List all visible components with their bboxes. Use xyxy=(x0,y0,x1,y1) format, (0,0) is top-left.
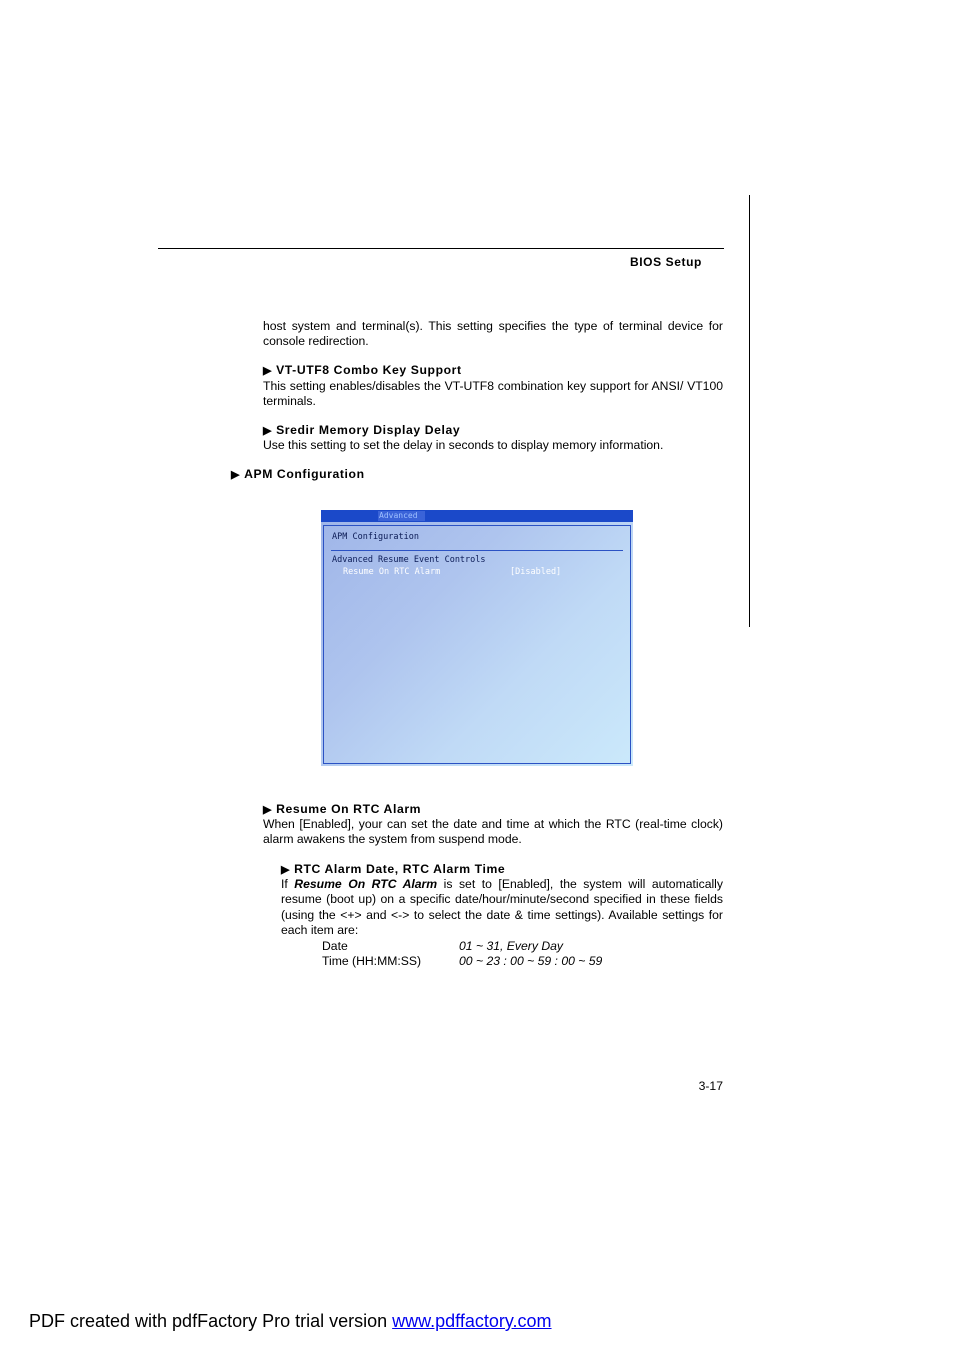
intro-paragraph: host system and terminal(s). This setting specifies the type of terminal device for console redirection. xyxy=(263,319,723,349)
header-rule xyxy=(158,248,724,249)
pdf-footer: PDF created with pdfFactory Pro trial version www.pdffactory.com xyxy=(29,1311,552,1331)
side-rule xyxy=(749,195,750,627)
bios-divider xyxy=(331,550,623,551)
settings-label-time: Time (HH:MM:SS) xyxy=(322,954,422,968)
bios-tab-advanced: Advanced xyxy=(378,511,425,521)
triangle-right-icon: ▶ xyxy=(281,864,291,876)
settings-label-date: Date xyxy=(322,939,348,953)
triangle-right-icon: ▶ xyxy=(231,469,241,481)
resume-text: When [Enabled], your can set the date and time at which the RTC (real-time clock) alarm awakens the system from suspend mode. xyxy=(263,817,723,847)
bios-screenshot xyxy=(321,510,633,766)
rtc-text: If Resume On RTC Alarm is set to [Enabled], the system will automatically resume (boot up) on a specific date/hour/minute/second specified in these fields (using the <+> and <-> to select the date & time settings). Available settings for each item are: xyxy=(281,877,723,938)
section-heading-vt-utf8: ▶ VT-UTF8 Combo Key Support xyxy=(263,363,462,377)
triangle-right-icon: ▶ xyxy=(263,425,273,437)
bios-menu-bar xyxy=(321,510,633,522)
section-heading-sredir: ▶ Sredir Memory Display Delay xyxy=(263,423,461,437)
section-text-sredir: Use this setting to set the delay in seconds to display memory information. xyxy=(263,438,664,452)
settings-value-time: 00 ~ 23 : 00 ~ 59 : 00 ~ 59 xyxy=(459,954,603,968)
header-title: BIOS Setup xyxy=(629,255,702,269)
triangle-right-icon: ▶ xyxy=(263,804,273,816)
pdffactory-link[interactable]: www.pdffactory.com xyxy=(392,1311,552,1331)
rtc-heading: ▶ RTC Alarm Date, RTC Alarm Time xyxy=(281,862,506,876)
triangle-right-icon: ▶ xyxy=(263,365,273,377)
apm-heading: ▶ APM Configuration xyxy=(231,467,365,481)
page-number: 3-17 xyxy=(698,1079,723,1093)
resume-heading: ▶ Resume On RTC Alarm xyxy=(263,802,422,816)
bios-group-label: Advanced Resume Event Controls xyxy=(332,555,486,565)
bios-item-value: [Disabled] xyxy=(510,567,562,577)
bios-page-title: APM Configuration xyxy=(332,532,419,542)
bios-item-label: Resume On RTC Alarm xyxy=(343,567,441,577)
settings-value-date: 01 ~ 31, Every Day xyxy=(459,939,563,953)
section-text-vt-utf8: This setting enables/disables the VT-UTF8 combination key support for ANSI/ VT100 terminals. xyxy=(263,379,723,409)
